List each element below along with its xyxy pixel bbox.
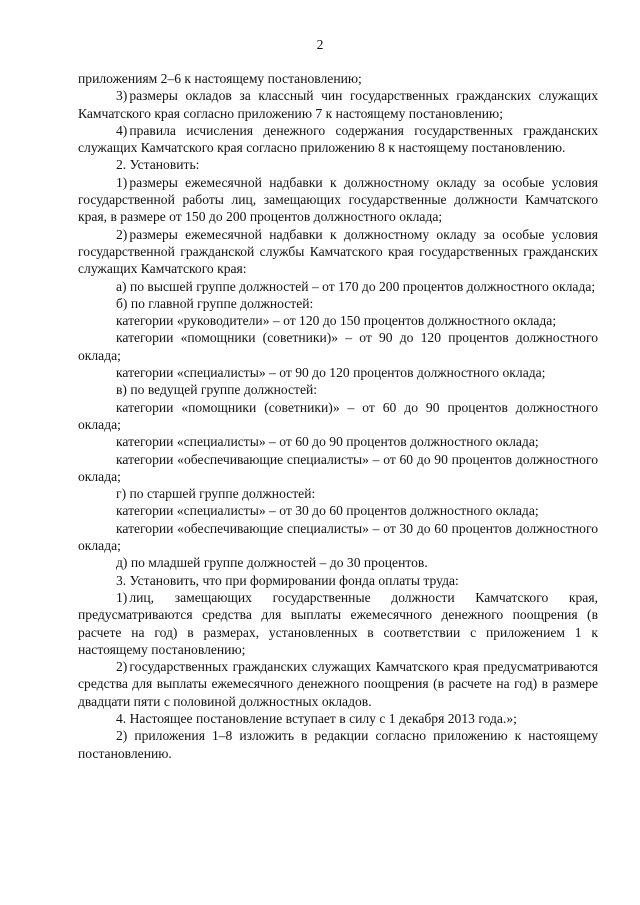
paragraph xyxy=(78,399,598,434)
paragraph-text: б) по главной группе должностей: xyxy=(116,295,314,311)
paragraph xyxy=(78,295,598,312)
paragraph xyxy=(78,658,598,710)
paragraph xyxy=(78,174,598,226)
paragraph-text: категории «помощники (советники)» – от 60 до 90 процентов должностного оклада; xyxy=(78,399,598,432)
paragraph xyxy=(78,87,598,122)
paragraph xyxy=(78,451,598,486)
paragraph xyxy=(78,312,598,329)
paragraph xyxy=(78,364,598,381)
paragraph xyxy=(78,122,598,157)
paragraph-text: 4. Настоящее постановление вступает в силу с 1 декабря 2013 года.»; xyxy=(116,710,517,726)
paragraph-text: категории «специалисты» – от 60 до 90 процентов должностного оклада; xyxy=(116,434,539,450)
page-number: 2 xyxy=(316,37,324,52)
paragraph-text: размеры ежемесячной надбавки к должностному окладу за особые условия государственной гражданской службы Камчатского края государственных гражданских служащих Камчатского края: xyxy=(78,226,598,277)
paragraph xyxy=(78,727,598,762)
paragraph xyxy=(78,329,598,364)
paragraph-text: 2) приложения 1–8 изложить в редакции согласно приложению к настоящему постановлению. xyxy=(78,728,598,761)
paragraph xyxy=(78,433,598,450)
paragraph xyxy=(78,502,598,519)
paragraph-text: категории «помощники (советники)» – от 90 до 120 процентов должностного оклада; xyxy=(78,330,598,363)
document-body xyxy=(78,70,598,762)
paragraph-text: категории «специалисты» – от 30 до 60 процентов должностного оклада; xyxy=(116,503,539,519)
list-number: 2) xyxy=(116,659,128,675)
paragraph xyxy=(78,70,598,87)
paragraph xyxy=(78,381,598,398)
list-number: 1) xyxy=(116,174,128,190)
list-number: 3) xyxy=(116,88,128,104)
paragraph-text: категории «обеспечивающие специалисты» – от 60 до 90 процентов должностного оклада; xyxy=(78,451,598,484)
paragraph-text: категории «руководители» – от 120 до 150 процентов должностного оклада; xyxy=(116,313,557,329)
paragraph-text: лиц, замещающих государственные должности Камчатского края, предусматриваются средства для выплаты ежемесячного денежного поощрения (в расчете на год) в размерах, установленных в соответствии с приложением 1 к настоящему постановлению; xyxy=(78,589,598,657)
paragraph-text: д) по младшей группе должностей – до 30 процентов. xyxy=(116,555,428,571)
paragraph-text: правила исчисления денежного содержания государственных гражданских служащих Камчатского края согласно приложению 8 к настоящему постановлению. xyxy=(78,122,598,156)
paragraph xyxy=(78,520,598,555)
paragraph-text: а) по высшей группе должностей – от 170 до 200 процентов должностного оклада; xyxy=(116,278,596,294)
paragraph-text: 2. Установить: xyxy=(116,157,200,173)
paragraph-text: размеры окладов за классный чин государственных гражданских служащих Камчатского края согласно приложению 7 к настоящему постановлению; xyxy=(78,88,598,121)
paragraph xyxy=(78,485,598,502)
paragraph-text: государственных гражданских служащих Камчатского края предусматриваются средства для выплаты ежемесячного денежного поощрения (в расчете на год) в размере двадцати пяти с половиной должностных окладов. xyxy=(78,659,598,709)
paragraph xyxy=(78,710,598,727)
paragraph-text: г) по старшей группе должностей: xyxy=(116,486,316,502)
list-number: 1) xyxy=(116,589,128,605)
paragraph-text: в) по ведущей группе должностей: xyxy=(116,382,318,398)
paragraph xyxy=(78,554,598,571)
paragraph xyxy=(78,226,598,278)
list-number: 4) xyxy=(116,122,128,138)
paragraph-text: категории «специалисты» – от 90 до 120 процентов должностного оклада; xyxy=(116,365,546,381)
list-number: 2) xyxy=(116,226,128,242)
paragraph-text: категории «обеспечивающие специалисты» – от 30 до 60 процентов должностного оклада; xyxy=(78,520,598,554)
paragraph-text: приложениям 2–6 к настоящему постановлению; xyxy=(78,71,362,86)
paragraph xyxy=(78,572,598,589)
paragraph-text: размеры ежемесячной надбавки к должностному окладу за особые условия государственной работы лиц, замещающих государственные должности Камчатского края, в размере от 150 до 200 процентов должностного оклада; xyxy=(78,174,598,225)
paragraph xyxy=(78,156,598,173)
paragraph xyxy=(78,278,598,295)
paragraph-text: 3. Установить, что при формировании фонда оплаты труда: xyxy=(116,572,459,588)
paragraph xyxy=(78,589,598,658)
